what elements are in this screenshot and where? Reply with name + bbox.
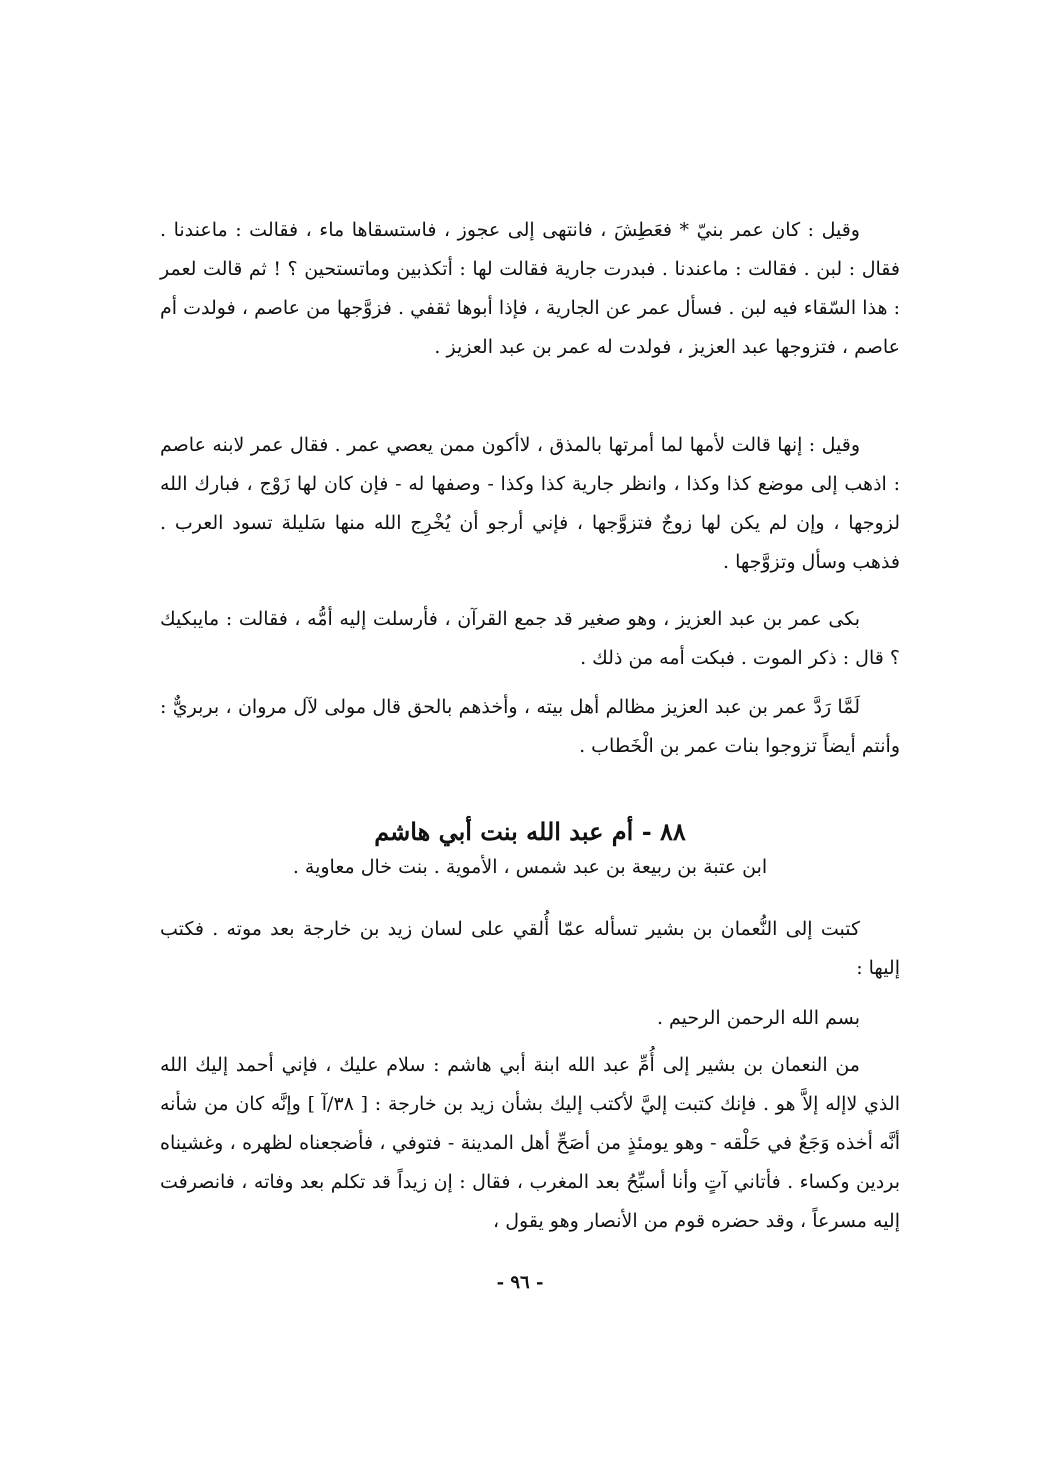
paragraph-basmala: بسم الله الرحمن الرحيم . bbox=[656, 1007, 860, 1029]
section-subheading: ابن عتبة بن ربيعة بن عبد شمس ، الأموية . بنت خال معاوية . bbox=[292, 856, 768, 878]
section-heading: ٨٨ - أم عبد الله بنت أبي هاشم bbox=[374, 817, 686, 846]
paragraph-2: وقيل : إنها قالت لأمها لما أمرتها بالمذق ، لاأكون ممن يعصي عمر . فقال عمر لابنه عاصم : اذهب إلى موضع كذا وكذا ، وانظر جارية كذا وكذا - وصفها له - فإن كان لها زَوْج ، فبارك الله لزوجها ، وإن لم يكن لها زوجٌ فتزوَّجها ، فإني أرجو أن يُخْرِج الله منها سَليلة تسود العرب . فذهب وسأل وتزوَّجها . bbox=[160, 434, 900, 573]
paragraph-letter: من النعمان بن بشير إلى أُمِّ عبد الله ابنة أبي هاشم : سلام عليك ، فإني أحمد إليك الله الذي لاإله إلاَّ هو . فإنك كتبت إليَّ لأكتب إليك بشأن زيد بن خارجة : [ ٣٨/آ ] وإنَّه كان من شأنه أنَّه أخذه وَجَعٌ في حَلْقه - وهو يومئذٍ من أصَحِّ أهل المدينة - فتوفي ، فأضجعناه لظهره ، وغشيناه بردين وكساء . فأتاني آتٍ وأنا أسبِّحُ بعد المغرب ، فقال : إن زيداً قد تكلم بعد وفاته ، فانصرفت إليه مسرعاً ، وقد حضره قوم من الأنصار وهو يقول ، bbox=[160, 1054, 900, 1232]
paragraph-3: بكى عمر بن عبد العزيز ، وهو صغير قد جمع القرآن ، فأرسلت إليه أمُّه ، فقالت : مايبكيك ؟ قال : ذكر الموت . فبكت أمه من ذلك . bbox=[160, 608, 900, 669]
paragraph-5: كتبت إلى النُّعمان بن بشير تسأله عمّا أُلقي على لسان زيد بن خارجة بعد موته . فكتب إليها : bbox=[160, 918, 900, 979]
page-number: - ٩٦ - bbox=[496, 1272, 544, 1293]
paragraph-4: لَمَّا رَدَّ عمر بن عبد العزيز مظالم أهل بيته ، وأخذهم بالحق قال مولى لآل مروان ، بربريٌّ : وأنتم أيضاً تزوجوا بنات عمر بن الْخَطاب . bbox=[160, 696, 900, 757]
paragraph-1: وقيل : كان عمر بنيّ * فعَطِشَ ، فانتهى إلى عجوز ، فاستسقاها ماء ، فقالت : ماعندنا . فقال : لبن . فقالت : ماعندنا . فبدرت جارية فقالت لها : أتكذبين وماتستحين ؟ ! ثم قالت لعمر : هذا السّقاء فيه لبن . فسأل عمر عن الجارية ، فإذا أبوها ثقفي . فزوَّجها من عاصم ، فولدت أم عاصم ، فتزوجها عبد العزيز ، فولدت له عمر بن عبد العزيز . bbox=[160, 219, 900, 358]
